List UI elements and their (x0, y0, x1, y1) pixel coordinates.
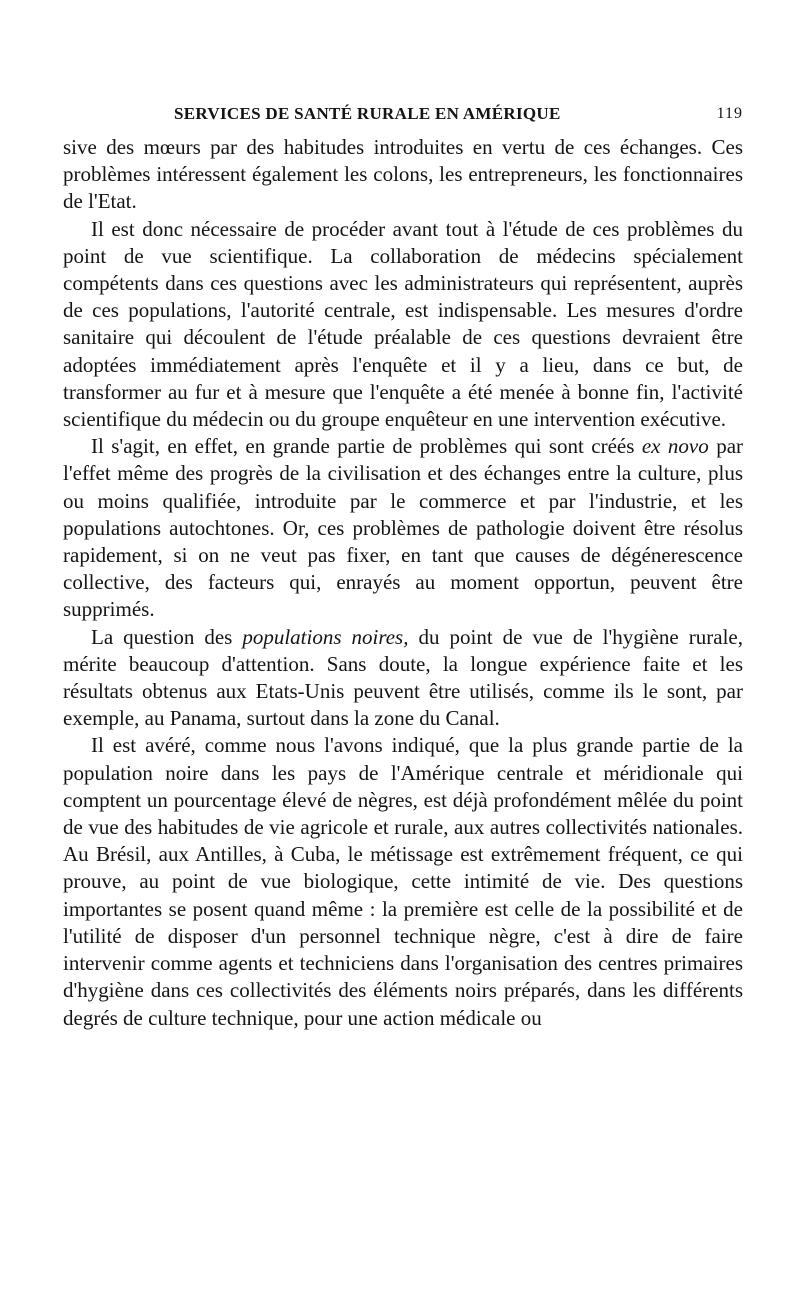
paragraph-2: Il est donc nécessaire de procéder avant tout à l'étude de ces problèmes du point de vue scientifique. La collaboration de médecins spécialement compétents dans ces questions avec les administrateurs qui représentent, auprès de ces populations, l'autorité centrale, est indispensable. Les mesures d'ordre sanitaire qui découlent de l'étude préalable de ces questions devraient être adoptées immédiatement après l'enquête et il y a lieu, dans ce but, de transformer au fur et à mesure que l'enquête a été menée à bonne fin, l'activité scientifique du médecin ou du groupe enquêteur en une intervention exécutive. (63, 216, 743, 432)
paragraph-3-text-before: Il s'agit, en effet, en grande partie de problèmes qui sont créés (91, 434, 642, 459)
paragraph-4-text-after: du point de vue de l'hygiène rurale, mérite beaucoup d'attention. Sans doute, la longue expérience faite et les résultats obtenus aux Etats-Unis peuvent être utilisés, comme ils le sont, par exemple, au Panama, surtout dans la zone du Canal. (63, 624, 743, 731)
italic-ex-novo: ex novo (641, 434, 709, 459)
paragraph-4-text-before: La question des (91, 624, 243, 649)
running-header (63, 100, 743, 134)
body-text (63, 134, 743, 1032)
italic-populations-noires: populations noires, (242, 624, 409, 649)
page-number: 119 (716, 105, 743, 122)
paragraph-5: Il est avéré, comme nous l'avons indiqué, que la plus grande partie de la population noire dans les pays de l'Amérique centrale et méridionale qui comptent un pourcentage élevé de nègres, est déjà profondément mêlée du point de vue des habitudes de vie agricole et rurale, aux autres collectivités nationales. Au Brésil, aux Antilles, à Cuba, le métissage est extrêmement fréquent, ce qui prouve, au point de vue biologique, cette intimité de vie. Des questions importantes se posent quand même : la première est celle de la possibilité et de l'utilité de disposer d'un personnel technique nègre, c'est à dire de faire intervenir comme agents et techniciens dans l'organisation des centres primaires d'hygiène dans ces collectivités des éléments noirs préparés, dans les différents degrés de culture technique, pour une action médicale ou (63, 733, 743, 1030)
paragraph-3 (63, 433, 743, 623)
running-title: SERVICES DE SANTÉ RURALE EN AMÉRIQUE (174, 104, 561, 123)
document-page (63, 100, 743, 1032)
paragraph-3-text-after: par l'effet même des progrès de la civilisation et des échanges entre la culture, plus ou moins qualifiée, introduite par le commerce et par l'industrie, et les populations autochtones. Or, ces problèmes de pathologie doivent être résolus rapidement, si on ne veut pas fixer, en tant que causes de dégénerescence collective, des facteurs qui, enrayés au moment opportun, peuvent être supprimés. (63, 434, 744, 622)
paragraph-4 (63, 624, 743, 733)
paragraph-1: sive des mœurs par des habitudes introduites en vertu de ces échanges. Ces problèmes intéressent également les colons, les entrepreneurs, les fonctionnaires de l'Etat. (63, 135, 743, 214)
